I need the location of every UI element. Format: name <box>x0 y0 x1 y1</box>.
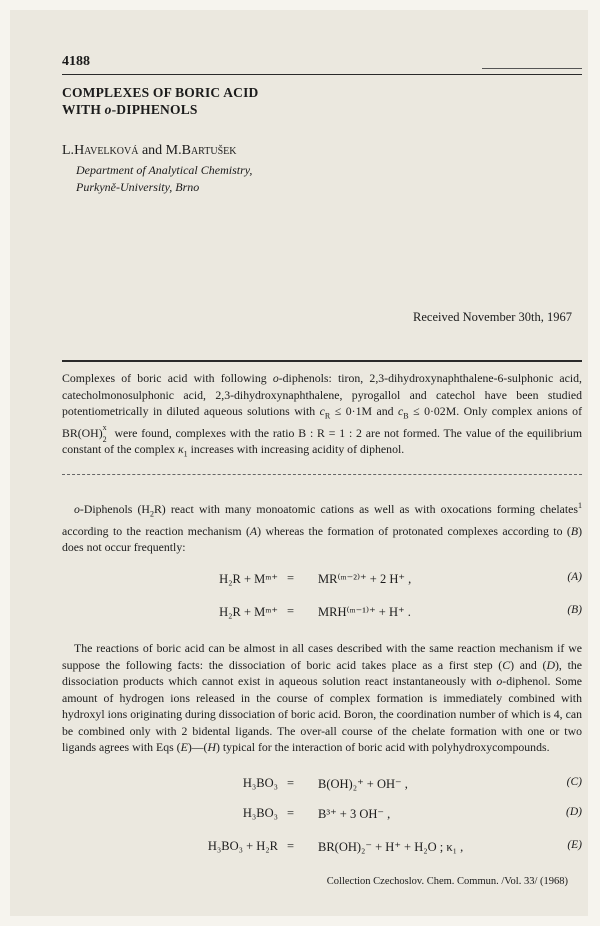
equation-c: H₃BO₃ = B(OH)₂⁺ + OH⁻ , (C) <box>242 776 582 791</box>
paragraph-1: o-Diphenols $(H_2R)$ react with many monoatomic cations as well as with oxocations forming chelates$^1$ according to the reaction mechanism (A) whereas the formation of protonated complexes according to (B) does not occur frequently: <box>62 501 583 555</box>
equation-d-label: (D) <box>566 806 582 818</box>
authors: L.Havelková and M.Bartušek <box>62 143 237 158</box>
title-line-2: WITH o-DIPHENOLS <box>62 102 198 117</box>
affiliation <box>76 162 252 196</box>
author-2: Bartušek <box>181 143 237 158</box>
affiliation-line-1: Department of Analytical Chemistry, <box>76 163 253 177</box>
abstract-bottom-rule <box>62 474 582 475</box>
abstract-top-rule <box>62 360 582 362</box>
received-date: Received November 30th, 1967 <box>413 310 572 324</box>
affiliation-line-2: Purkyně-University, Brno <box>76 180 200 194</box>
title-line-1: COMPLEXES OF BORIC ACID <box>62 85 259 100</box>
equation-e: H₃BO₃ + H₂R = BR(OH)₂⁻ + H⁺ + H₂O ; κ₁ , (E) <box>207 839 582 854</box>
header-rule <box>62 74 582 75</box>
paper-title <box>62 84 259 118</box>
journal-footer: Collection Czechoslov. Chem. Commun. /Vol. 33/ (1968) <box>326 876 568 887</box>
author-1: Havelková <box>74 143 139 158</box>
abstract: Complexes of boric acid with following o-diphenols: tiron, 2,3-dihydroxynaphthalene-6-sulphonic acid, catecholmonosulphonic acid, 2,3-dihydroxynaphthalene, pyrogallol and catechol have been studied potentiometrically in diluted aqueous solutions with $c_R \le 0\cdot 1M$ and $c_B \le 0\cdot 02M$. Only complex anions of BR(OH) x 2 were found, complexes with the ratio B : R = 1 : 2 are not formed. The value of the equilibrium constant of the complex $\kappa_1$ increases with increasing acidity of diphenol. <box>62 371 583 459</box>
equation-d: H₃BO₃ = B³⁺ + 3 OH⁻ , (D) <box>242 806 582 821</box>
page <box>10 10 588 916</box>
page-number: 4188 <box>62 54 90 69</box>
equation-b-label: (B) <box>567 604 582 616</box>
equation-c-label: (C) <box>566 776 582 788</box>
equation-a: H₂R + Mᵐ⁺ = MR⁽ᵐ⁻²⁾⁺ + 2 H⁺ , (A) <box>219 571 582 586</box>
equation-e-label: (E) <box>567 839 582 851</box>
equation-a-label: (A) <box>567 571 582 583</box>
paragraph-2: The reactions of boric acid can be almost in all cases described with the same reaction mechanism if we suppose the following facts: the dissociation of boric acid takes place as a first step (C) and (D), the dissociation products which cannot exist in aqueous solution react instantaneously with o-diphenol. Some amount of hydrogen ions released in the course of complex formation is immediately combined with hydroxyl ions originating during dissociation of boric acid. Boron, the coordination number of which is 4, can be combined only with 2 bidental ligands. The over-all course of the chelate formation with one or two ligands agrees with Eqs (E)—(H) typical for the interaction of boric acid with polyhydroxycompounds. <box>62 641 583 754</box>
header-rule-short <box>482 68 582 69</box>
equation-b: H₂R + Mᵐ⁺ = MRH⁽ᵐ⁻¹⁾⁺ + H⁺ . (B) <box>219 604 582 619</box>
